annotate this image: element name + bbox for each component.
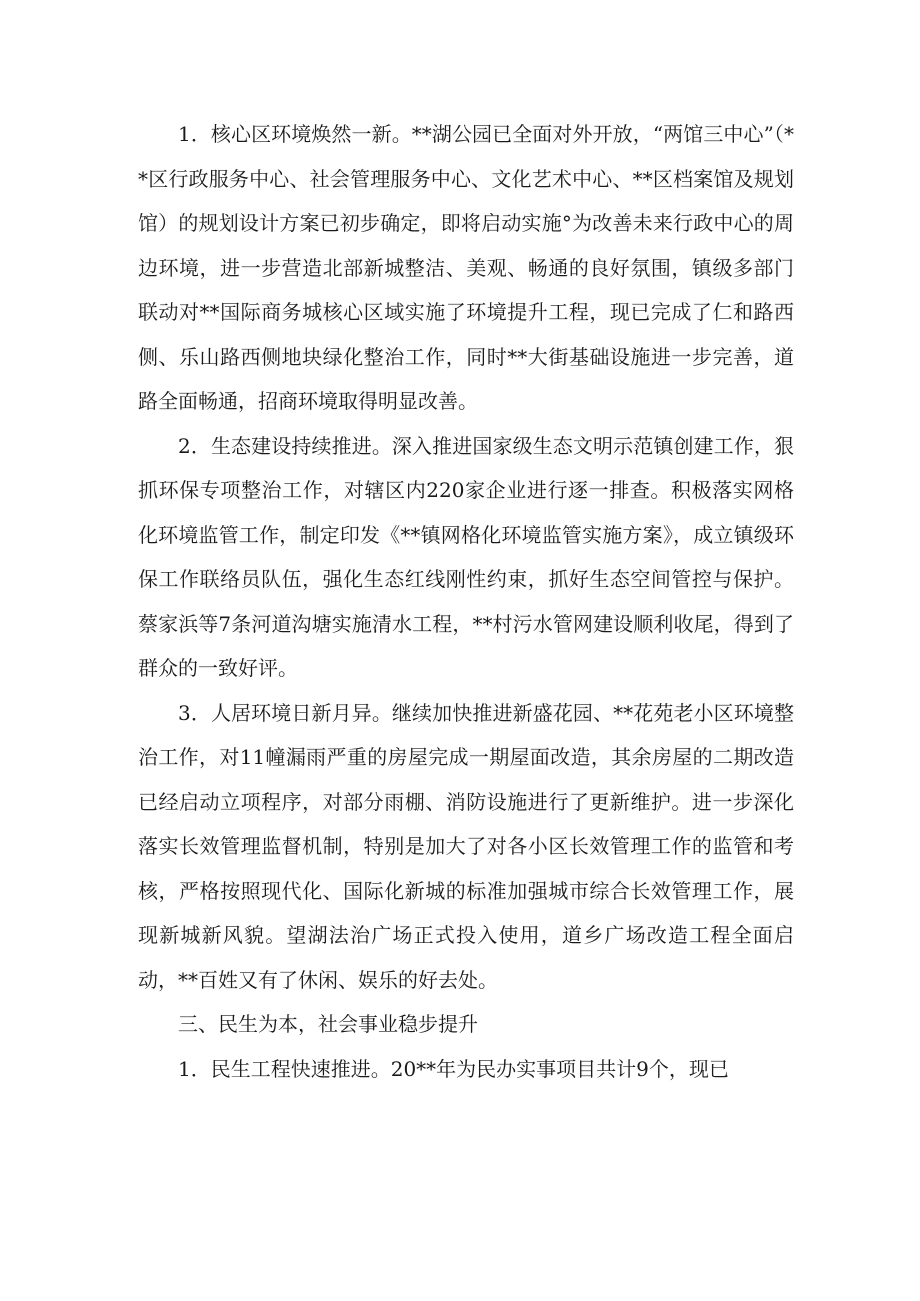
paragraph-living-environment: 3．人居环境日新月异。继续加快推进新盛花园、**花苑老小区环境整治工作，对11幢漏雨严重的房屋完成一期屋面改造，其余房屋的二期改造已经启动立项程序，对部分雨棚、消防设施进行了更新维护。进一步深化落实长效管理监督机制，特别是加大了对各小区长效管理工作的监管和考核，严格按照现代化、国际化新城的标准加强城市综合长效管理工作，展现新城新风貌。望湖法治广场正式投入使用，道乡广场改造工程全面启动，**百姓又有了休闲、娱乐的好去处。 [138, 700, 794, 992]
paragraph-ecological-construction: 2．生态建设持续推进。深入推进国家级生态文明示范镇创建工作，狠抓环保专项整治工作，对辖区内220家企业进行逐一排查。积极落实网格化环境监管工作，制定印发《**镇网格化环境监管实施方案》，成立镇级环保工作联络员队伍，强化生态红线刚性约束，抓好生态空间管控与保护。蔡家浜等7条河道沟塘实施清水工程，**村污水管网建设顺利收尾，得到了群众的一致好评。 [138, 433, 794, 680]
section-heading-livelihood: 三、民生为本，社会事业稳步提升 [178, 1012, 478, 1036]
paragraph-core-area-environment: 1．核心区环境焕然一新。**湖公园已全面对外开放，“两馆三中心”（**区行政服务中心、社会管理服务中心、文化艺术中心、**区档案馆及规划馆）的规划设计方案已初步确定，即将启动实施°为改善未来行政中心的周边环境，进一步营造北部新城整洁、美观、畅通的良好氛围，镇级多部门联动对**国际商务城核心区域实施了环境提升工程，现已完成了仁和路西侧、乐山路西侧地块绿化整治工作，同时**大街基础设施进一步完善，道路全面畅通，招商环境取得明显改善。 [138, 122, 794, 413]
document-body [138, 112, 794, 1091]
paragraph-livelihood-projects: 1．民生工程快速推进。20**年为民办实事项目共计9个，现已 [178, 1056, 729, 1081]
